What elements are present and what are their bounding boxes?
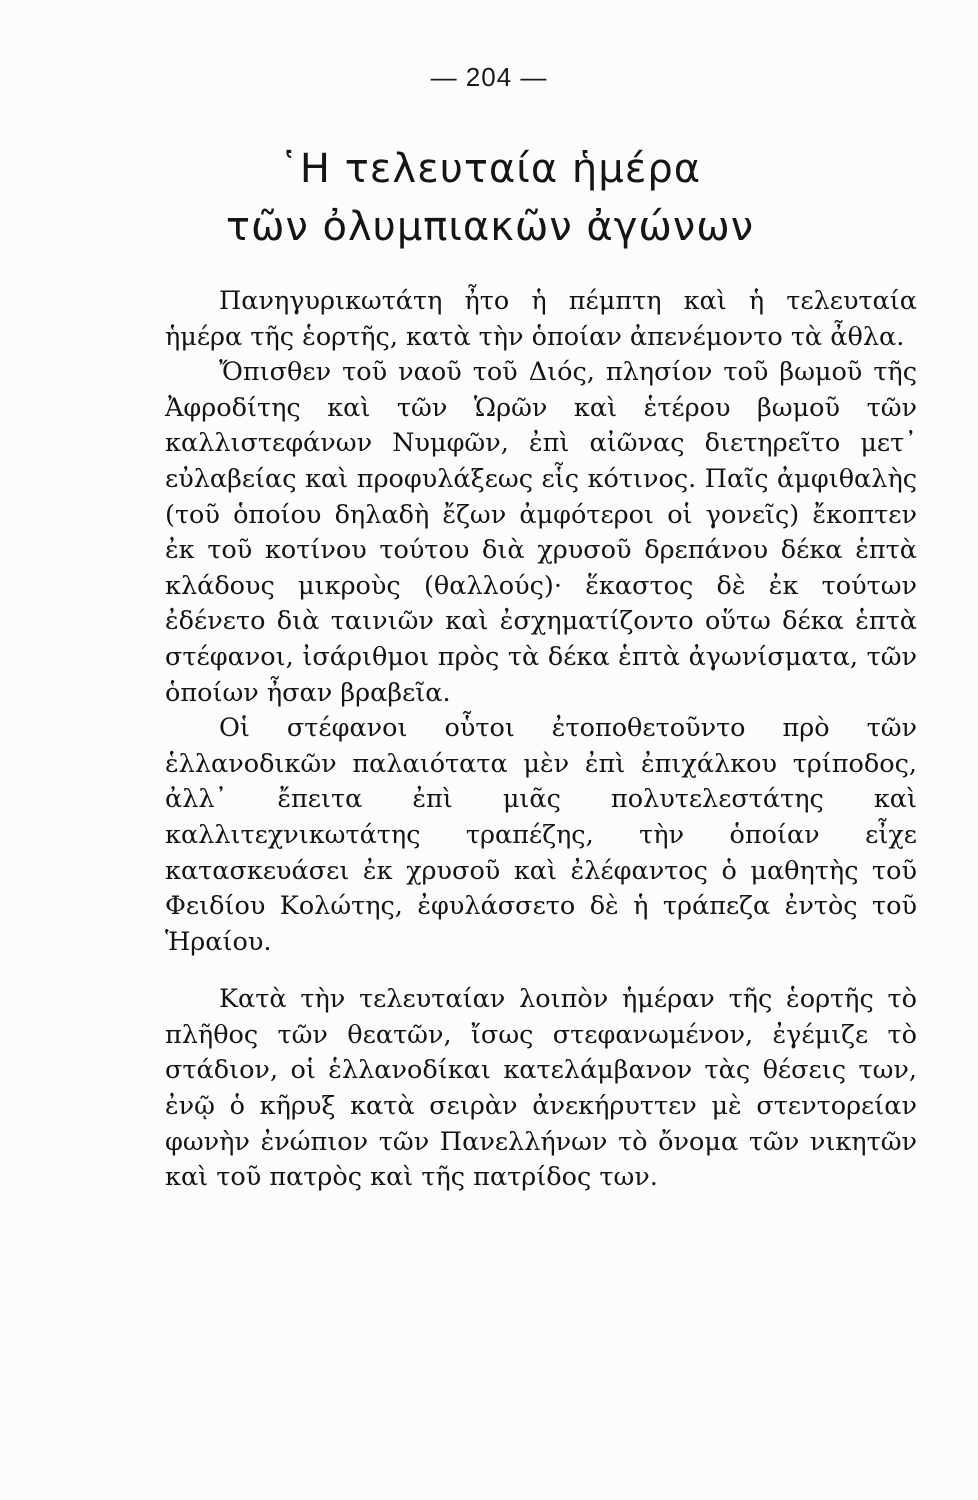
paragraph-2: Ὄπισθεν τοῦ ναοῦ τοῦ Διός, πλησίον τοῦ βωμοῦ τῆς Ἀφροδίτης καὶ τῶν Ὡρῶν καὶ ἑτέρου βωμοῦ τῶν καλλιστεφάνων Νυμφῶν, ἐπὶ αἰῶνας διετηρεῖτο μετ᾽ εὐλαβείας καὶ προφυλάξεως εἷς κότινος. Παῖς ἀμφιθαλὴς (τοῦ ὁποίου δηλαδὴ ἔζων ἀμφότεροι οἱ γονεῖς) ἔκοπτεν ἐκ τοῦ κοτίνου τούτου διὰ χρυσοῦ δρεπάνου δέκα ἑπτὰ κλάδους μικροὺς (θαλλούς)· ἕκαστος δὲ ἐκ τούτων ἐδένετο διὰ ταινιῶν καὶ ἐσχηματίζοντο οὕτω δέκα ἑπτὰ στέφανοι, ἰσάριθμοι πρὸς τὰ δέκα ἑπτὰ ἀγωνίσματα, τῶν ὁποίων ἦσαν βραβεῖα. [165,357,917,708]
chapter-title [120,140,860,256]
chapter-title-line-2: τῶν ὀλυμπιακῶν ἀγώνων [225,204,755,250]
chapter-title-line-1: ῾Η τελευταία ἡμέρα [278,146,702,192]
paragraph-1: Πανηγυρικωτάτη ἦτο ἡ πέμπτη καὶ ἡ τελευταία ἡμέρα τῆς ἑορτῆς, κατὰ τὴν ὁποίαν ἀπενέμοντο τὰ ἆθλα. [165,286,917,352]
page-number: — 204 — [430,62,548,92]
paragraph-3: Οἱ στέφανοι οὗτοι ἐτοποθετοῦντο πρὸ τῶν ἑλλανοδικῶν παλαιότατα μὲν ἐπὶ ἐπιχάλκου τρίποδος, ἀλλ᾽ ἔπειτα ἐπὶ μιᾶς πολυτελεστάτης καὶ καλλιτεχνικωτάτης τραπέζης, τὴν ὁποίαν εἶχε κατασκευάσει ἐκ χρυσοῦ καὶ ἐλέφαντος ὁ μαθητὴς τοῦ Φειδίου Κολώτης, ἐφυλάσσετο δὲ ἡ τράπεζα ἐντὸς τοῦ Ἡραίου. [165,713,917,957]
body-text [165,284,917,1196]
paragraph-4: Κατὰ τὴν τελευταίαν λοιπὸν ἡμέραν τῆς ἑορτῆς τὸ πλῆθος τῶν θεατῶν, ἴσως στεφανωμένον, ἐγέμιζε τὸ στάδιον, οἱ ἑλλανοδίκαι κατελάμβανον τὰς θέσεις των, ἐνῷ ὁ κῆρυξ κατὰ σειρὰν ἀνεκήρυττεν μὲ στεντορείαν φωνὴν ἐνώπιον τῶν Πανελλήνων τὸ ὄνομα τῶν νικητῶν καὶ τοῦ πατρὸς καὶ τῆς πατρίδος των. [165,984,917,1193]
